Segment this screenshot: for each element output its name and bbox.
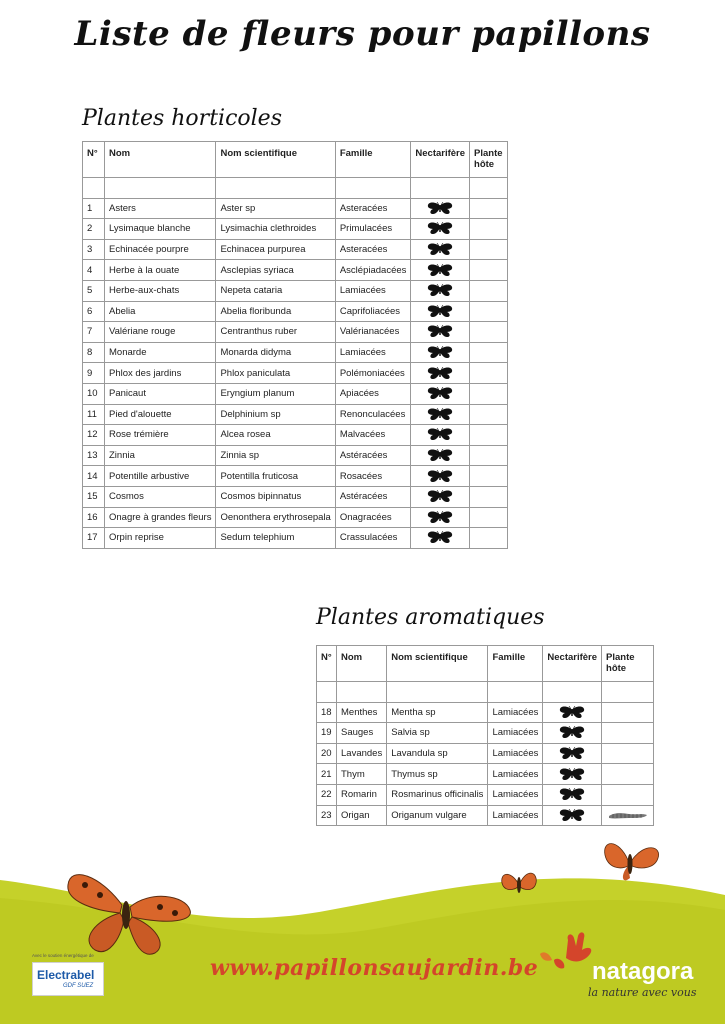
cell-sci: Phlox paniculata bbox=[216, 363, 335, 384]
cell-n: 4 bbox=[83, 260, 105, 281]
cell-nom: Lysimaque blanche bbox=[105, 219, 216, 240]
cell-nectarifere bbox=[411, 239, 470, 260]
table-row bbox=[83, 322, 508, 343]
col-header-famille: Famille bbox=[335, 142, 411, 178]
cell-n: 12 bbox=[83, 425, 105, 446]
table-horticoles bbox=[82, 141, 508, 549]
cell-fam: Lamiacées bbox=[488, 702, 543, 723]
cell-n: 10 bbox=[83, 383, 105, 404]
cell-fam: Asteracées bbox=[335, 239, 411, 260]
cell-fam: Onagracées bbox=[335, 507, 411, 528]
cell-nectarifere bbox=[411, 198, 470, 219]
table-row bbox=[83, 198, 508, 219]
butterfly-icon bbox=[559, 788, 585, 801]
cell-plante-hote bbox=[470, 383, 508, 404]
butterfly-icon bbox=[427, 490, 453, 503]
cell-nom: Pied d'alouette bbox=[105, 404, 216, 425]
section-title-aromatiques: Plantes aromatiques bbox=[316, 605, 545, 630]
cell-plante-hote bbox=[470, 342, 508, 363]
cell-fam: Lamiacées bbox=[488, 805, 543, 826]
cell-nectarifere bbox=[411, 280, 470, 301]
cell-fam: Lamiacées bbox=[488, 743, 543, 764]
natagora-brand: natagora bbox=[592, 958, 694, 985]
butterfly-icon bbox=[559, 706, 585, 719]
cell-n: 18 bbox=[317, 702, 337, 723]
cell-plante-hote bbox=[470, 301, 508, 322]
cell-fam: Lamiacées bbox=[335, 342, 411, 363]
table-row bbox=[83, 425, 508, 446]
col-header-sci: Nom scientifique bbox=[216, 142, 335, 178]
cell-n: 3 bbox=[83, 239, 105, 260]
butterfly-icon bbox=[427, 222, 453, 235]
butterfly-icon bbox=[427, 531, 453, 544]
cell-plante-hote bbox=[470, 239, 508, 260]
cell-nom: Rose trémière bbox=[105, 425, 216, 446]
cell-n: 14 bbox=[83, 466, 105, 487]
cell-plante-hote bbox=[470, 322, 508, 343]
cell-fam: Rosacées bbox=[335, 466, 411, 487]
table-row bbox=[317, 764, 654, 785]
cell-fam: Asteracées bbox=[335, 198, 411, 219]
cell-sci: Echinacea purpurea bbox=[216, 239, 335, 260]
butterfly-icon bbox=[559, 726, 585, 739]
cell-plante-hote bbox=[602, 723, 654, 744]
butterfly-icon bbox=[559, 768, 585, 781]
cell-nectarifere bbox=[543, 805, 602, 826]
header-separator bbox=[317, 682, 654, 703]
table-row bbox=[83, 528, 508, 549]
col-header-num: N° bbox=[83, 142, 105, 178]
page-title: Liste de fleurs pour papillons bbox=[74, 14, 651, 54]
cell-n: 21 bbox=[317, 764, 337, 785]
cell-sci: Salvia sp bbox=[387, 723, 488, 744]
cell-sci: Oenonthera erythrosepala bbox=[216, 507, 335, 528]
table-row bbox=[83, 239, 508, 260]
cell-sci: Asclepias syriaca bbox=[216, 260, 335, 281]
col-header-nectarifere: Nectarifère bbox=[543, 646, 602, 682]
electrabel-logo bbox=[32, 962, 104, 996]
butterfly-icon bbox=[427, 387, 453, 400]
table-row bbox=[317, 743, 654, 764]
cell-fam: Polémoniacées bbox=[335, 363, 411, 384]
cell-nom: Herbe-aux-chats bbox=[105, 280, 216, 301]
table-row bbox=[83, 404, 508, 425]
cell-nectarifere bbox=[411, 383, 470, 404]
cell-nom: Origan bbox=[337, 805, 387, 826]
cell-nectarifere bbox=[411, 260, 470, 281]
cell-nectarifere bbox=[543, 702, 602, 723]
cell-nom: Monarde bbox=[105, 342, 216, 363]
butterfly-icon bbox=[427, 346, 453, 359]
cell-nom: Thym bbox=[337, 764, 387, 785]
cell-fam: Valérianacées bbox=[335, 322, 411, 343]
butterfly-icon bbox=[427, 305, 453, 318]
table-row bbox=[83, 486, 508, 507]
cell-nectarifere bbox=[411, 507, 470, 528]
cell-nectarifere bbox=[411, 301, 470, 322]
cell-n: 1 bbox=[83, 198, 105, 219]
table-row bbox=[83, 219, 508, 240]
cell-nom: Orpin reprise bbox=[105, 528, 216, 549]
cell-plante-hote bbox=[470, 425, 508, 446]
cell-plante-hote bbox=[602, 702, 654, 723]
table-row bbox=[83, 280, 508, 301]
table-row bbox=[83, 507, 508, 528]
cell-plante-hote bbox=[470, 198, 508, 219]
cell-n: 17 bbox=[83, 528, 105, 549]
butterfly-icon bbox=[427, 264, 453, 277]
cell-fam: Crassulacées bbox=[335, 528, 411, 549]
butterfly-icon bbox=[427, 470, 453, 483]
butterfly-icon bbox=[427, 202, 453, 215]
col-header-hote: Plante hôte bbox=[602, 646, 654, 682]
cell-fam: Lamiacées bbox=[488, 764, 543, 785]
cell-n: 22 bbox=[317, 784, 337, 805]
cell-nom: Phlox des jardins bbox=[105, 363, 216, 384]
table-row bbox=[83, 260, 508, 281]
cell-sci: Monarda didyma bbox=[216, 342, 335, 363]
table-row bbox=[83, 363, 508, 384]
cell-fam: Apiacées bbox=[335, 383, 411, 404]
section-title-horticoles: Plantes horticoles bbox=[82, 106, 282, 131]
cell-fam: Lamiacées bbox=[335, 280, 411, 301]
cell-n: 5 bbox=[83, 280, 105, 301]
cell-plante-hote bbox=[470, 507, 508, 528]
cell-nectarifere bbox=[543, 743, 602, 764]
table-row bbox=[317, 723, 654, 744]
cell-nom: Echinacée pourpre bbox=[105, 239, 216, 260]
cell-nom: Abelia bbox=[105, 301, 216, 322]
cell-plante-hote bbox=[602, 784, 654, 805]
cell-n: 8 bbox=[83, 342, 105, 363]
cell-nectarifere bbox=[411, 404, 470, 425]
cell-nom: Panicaut bbox=[105, 383, 216, 404]
cell-sci: Aster sp bbox=[216, 198, 335, 219]
cell-nom: Sauges bbox=[337, 723, 387, 744]
cell-n: 13 bbox=[83, 445, 105, 466]
cell-fam: Malvacées bbox=[335, 425, 411, 446]
cell-n: 15 bbox=[83, 486, 105, 507]
col-header-num: N° bbox=[317, 646, 337, 682]
cell-sci: Origanum vulgare bbox=[387, 805, 488, 826]
cell-plante-hote bbox=[602, 764, 654, 785]
cell-plante-hote bbox=[470, 445, 508, 466]
cell-fam: Primulacées bbox=[335, 219, 411, 240]
cell-plante-hote bbox=[470, 260, 508, 281]
cell-nectarifere bbox=[411, 425, 470, 446]
cell-n: 23 bbox=[317, 805, 337, 826]
cell-nectarifere bbox=[411, 445, 470, 466]
col-header-famille: Famille bbox=[488, 646, 543, 682]
butterfly-icon bbox=[427, 408, 453, 421]
cell-plante-hote bbox=[470, 404, 508, 425]
cell-n: 11 bbox=[83, 404, 105, 425]
cell-plante-hote bbox=[602, 805, 654, 826]
cell-nectarifere bbox=[411, 342, 470, 363]
butterfly-icon bbox=[559, 809, 585, 822]
cell-fam: Asclépiadacées bbox=[335, 260, 411, 281]
butterfly-icon bbox=[427, 325, 453, 338]
cell-plante-hote bbox=[470, 486, 508, 507]
cell-nom: Potentille arbustive bbox=[105, 466, 216, 487]
cell-sci: Abelia floribunda bbox=[216, 301, 335, 322]
cell-nom: Herbe à la ouate bbox=[105, 260, 216, 281]
cell-plante-hote bbox=[470, 466, 508, 487]
cell-nectarifere bbox=[543, 784, 602, 805]
cell-nectarifere bbox=[411, 363, 470, 384]
cell-sci: Alcea rosea bbox=[216, 425, 335, 446]
caterpillar-icon bbox=[607, 810, 649, 820]
table-row bbox=[83, 445, 508, 466]
butterfly-icon bbox=[427, 284, 453, 297]
sponsor-sub: GDF SUEZ bbox=[63, 983, 94, 989]
butterfly-icon bbox=[427, 243, 453, 256]
cell-fam: Lamiacées bbox=[488, 723, 543, 744]
col-header-hote: Plante hôte bbox=[470, 142, 508, 178]
col-header-sci: Nom scientifique bbox=[387, 646, 488, 682]
cell-nom: Menthes bbox=[337, 702, 387, 723]
cell-plante-hote bbox=[470, 363, 508, 384]
butterfly-icon bbox=[427, 428, 453, 441]
right-butterfly-illustration bbox=[605, 844, 659, 881]
cell-fam: Astéracées bbox=[335, 445, 411, 466]
cell-fam: Astéracées bbox=[335, 486, 411, 507]
cell-sci: Lavandula sp bbox=[387, 743, 488, 764]
table-row bbox=[317, 702, 654, 723]
cell-n: 2 bbox=[83, 219, 105, 240]
cell-nectarifere bbox=[411, 219, 470, 240]
cell-plante-hote bbox=[602, 743, 654, 764]
cell-nom: Valériane rouge bbox=[105, 322, 216, 343]
website-url[interactable]: www.papillonsaujardin.be bbox=[210, 955, 539, 981]
sponsor-name: Electrabel bbox=[37, 968, 95, 982]
table-aromatiques bbox=[316, 645, 654, 826]
cell-sci: Sedum telephium bbox=[216, 528, 335, 549]
cell-nectarifere bbox=[411, 322, 470, 343]
cell-fam: Lamiacées bbox=[488, 784, 543, 805]
cell-fam: Renonculacées bbox=[335, 404, 411, 425]
cell-n: 9 bbox=[83, 363, 105, 384]
cell-sci: Lysimachia clethroides bbox=[216, 219, 335, 240]
col-header-nectarifere: Nectarifère bbox=[411, 142, 470, 178]
cell-nectarifere bbox=[543, 723, 602, 744]
header-separator bbox=[83, 178, 508, 199]
cell-sci: Potentilla fruticosa bbox=[216, 466, 335, 487]
table-row bbox=[317, 784, 654, 805]
cell-n: 7 bbox=[83, 322, 105, 343]
cell-sci: Cosmos bipinnatus bbox=[216, 486, 335, 507]
cell-sci: Centranthus ruber bbox=[216, 322, 335, 343]
cell-nom: Zinnia bbox=[105, 445, 216, 466]
col-header-nom: Nom bbox=[105, 142, 216, 178]
natagora-tagline: la nature avec vous bbox=[588, 986, 697, 999]
cell-sci: Eryngium planum bbox=[216, 383, 335, 404]
cell-sci: Nepeta cataria bbox=[216, 280, 335, 301]
cell-nectarifere bbox=[411, 486, 470, 507]
cell-nom: Romarin bbox=[337, 784, 387, 805]
butterfly-icon bbox=[427, 449, 453, 462]
cell-nectarifere bbox=[411, 466, 470, 487]
cell-plante-hote bbox=[470, 528, 508, 549]
table-row bbox=[83, 383, 508, 404]
cell-n: 20 bbox=[317, 743, 337, 764]
cell-sci: Zinnia sp bbox=[216, 445, 335, 466]
table-row bbox=[83, 466, 508, 487]
cell-plante-hote bbox=[470, 280, 508, 301]
cell-n: 6 bbox=[83, 301, 105, 322]
cell-sci: Thymus sp bbox=[387, 764, 488, 785]
cell-nom: Lavandes bbox=[337, 743, 387, 764]
cell-nectarifere bbox=[411, 528, 470, 549]
cell-nom: Onagre à grandes fleurs bbox=[105, 507, 216, 528]
cell-nom: Cosmos bbox=[105, 486, 216, 507]
cell-sci: Mentha sp bbox=[387, 702, 488, 723]
cell-plante-hote bbox=[470, 219, 508, 240]
cell-fam: Caprifoliacées bbox=[335, 301, 411, 322]
cell-nom: Asters bbox=[105, 198, 216, 219]
butterfly-icon bbox=[427, 367, 453, 380]
table-row bbox=[317, 805, 654, 826]
table-row bbox=[83, 342, 508, 363]
butterfly-icon bbox=[559, 747, 585, 760]
cell-sci: Delphinium sp bbox=[216, 404, 335, 425]
cell-n: 16 bbox=[83, 507, 105, 528]
col-header-nom: Nom bbox=[337, 646, 387, 682]
butterfly-icon bbox=[427, 511, 453, 524]
cell-nectarifere bbox=[543, 764, 602, 785]
cell-sci: Rosmarinus officinalis bbox=[387, 784, 488, 805]
cell-n: 19 bbox=[317, 723, 337, 744]
table-row bbox=[83, 301, 508, 322]
sponsor-note: Avec le soutien énergétique de bbox=[32, 953, 94, 958]
